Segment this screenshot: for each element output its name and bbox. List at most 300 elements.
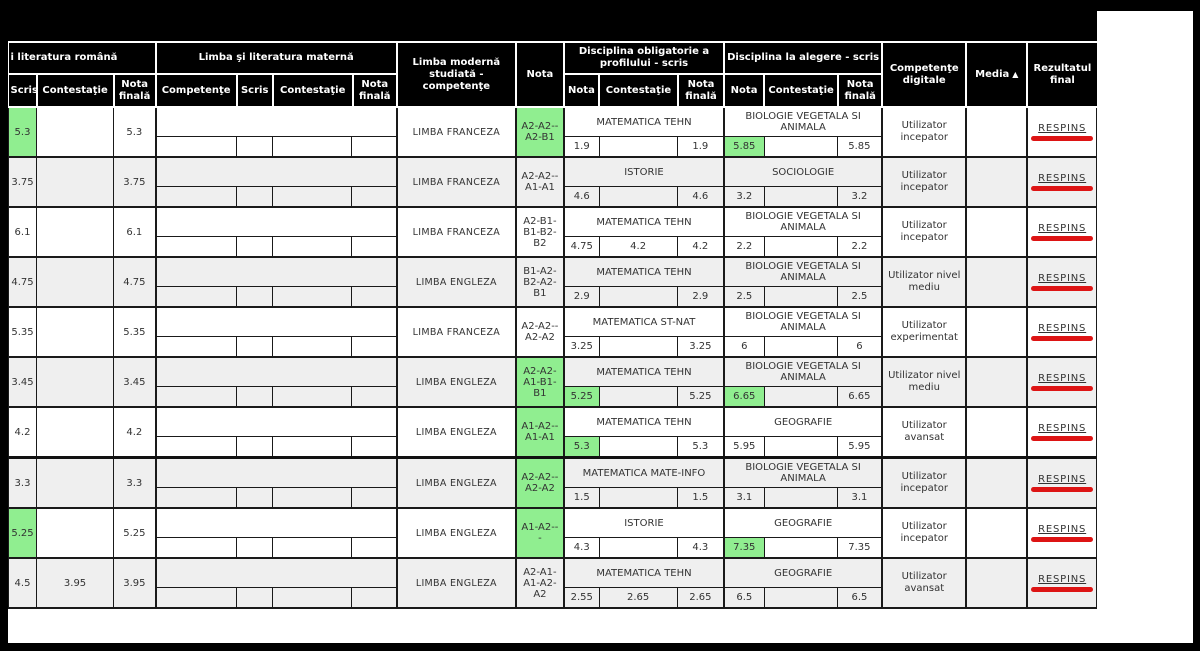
- obligatorie-group-cell: [564, 107, 724, 157]
- materna-group-cell-content: [157, 258, 396, 306]
- header-materna-scris: Scris: [237, 74, 273, 107]
- header-romana-contestatie: Contestaţie: [37, 74, 114, 107]
- materna-finala-cell: [352, 137, 396, 156]
- subject-label: MATEMATICA TEHN: [565, 208, 723, 237]
- media-cell: [966, 508, 1027, 558]
- red-underline-marker: [1031, 286, 1093, 291]
- grades-row: [725, 237, 881, 256]
- alegere-finala-cell: 3.1: [851, 492, 868, 503]
- final-result-cell: [1027, 157, 1096, 207]
- alegere-contestatie-cell: [765, 488, 838, 507]
- grades-row: [725, 387, 881, 406]
- red-underline-marker: [1031, 487, 1093, 492]
- materna-competente-cell: [157, 488, 237, 507]
- obligatorie-nota-cell: 4.75: [565, 237, 600, 256]
- grades-row: [565, 287, 723, 306]
- subject-label: [157, 308, 396, 337]
- red-underline-marker: [1031, 436, 1093, 441]
- romana-contestatie-cell: [37, 508, 114, 558]
- romana-scris-cell: 4.5: [9, 558, 37, 608]
- subject-label: [157, 258, 396, 287]
- materna-contestatie-cell: [273, 337, 352, 356]
- grades-row: [565, 237, 723, 256]
- language-grade-cell: A2-A1-A1-A2-A2: [516, 558, 564, 608]
- subject-label: ISTORIE: [565, 158, 723, 187]
- final-result-label: RESPINS: [1038, 273, 1087, 284]
- romana-finala-cell: 5.35: [114, 307, 156, 357]
- final-result-cell: [1027, 407, 1096, 458]
- alegere-finala-cell: 6.65: [848, 391, 871, 402]
- obligatorie-finala-cell: 4.2: [692, 241, 709, 252]
- obligatorie-finala-cell: 4.6: [692, 191, 709, 202]
- materna-finala-cell: [352, 588, 396, 607]
- media-cell: [966, 107, 1027, 157]
- obligatorie-finala-cell: 2.9: [692, 291, 709, 302]
- final-result-label: RESPINS: [1038, 123, 1087, 134]
- materna-competente-cell: [157, 387, 237, 406]
- obligatorie-contestatie-cell: [600, 337, 678, 356]
- result-row: [9, 257, 1097, 307]
- obligatorie-group-cell: [564, 307, 724, 357]
- romana-scris-cell: 3.45: [9, 357, 37, 407]
- romana-scris-cell: 6.1: [9, 207, 37, 257]
- header-romana-scris: Scris: [9, 74, 37, 107]
- obligatorie-nota-cell: 1.5: [565, 488, 600, 507]
- alegere-nota-cell: 3.1: [725, 488, 765, 507]
- obligatorie-group-cell-content: [565, 559, 723, 607]
- subject-label: [157, 158, 396, 187]
- alegere-nota-cell: 6.65: [725, 387, 765, 406]
- obligatorie-nota-cell: 4.6: [565, 187, 600, 206]
- digital-competence-cell: Utilizator incepator: [882, 107, 966, 157]
- materna-competente-cell: [157, 237, 237, 256]
- grades-row: [725, 538, 881, 557]
- grades-row: [565, 588, 723, 607]
- alegere-nota-cell: 6: [725, 337, 765, 356]
- obligatorie-contestatie-cell: [600, 538, 678, 557]
- language-grade-cell: A2-A2--A2-A2: [516, 307, 564, 357]
- obligatorie-finala-cell: 1.5: [692, 492, 709, 503]
- subject-label: BIOLOGIE VEGETALA SI ANIMALA: [725, 459, 881, 488]
- materna-group-cell-content: [157, 408, 396, 456]
- header-alegere-nota-finala: Nota finală: [838, 74, 882, 107]
- language-grade-cell: B1-A2-B2-A2-B1: [516, 257, 564, 307]
- obligatorie-group-cell-content: [565, 108, 723, 156]
- final-result-label: RESPINS: [1038, 173, 1087, 184]
- bottom-border: [0, 643, 1200, 651]
- final-result-wrap: [1031, 423, 1093, 441]
- alegere-nota-cell: 3.2: [725, 187, 765, 206]
- romana-contestatie-cell: 3.95: [37, 558, 114, 608]
- materna-scris-cell: [237, 538, 273, 557]
- alegere-nota-cell: 6.5: [725, 588, 765, 607]
- materna-scris-cell: [237, 237, 273, 256]
- obligatorie-finala-cell: 5.3: [692, 441, 709, 452]
- subject-label: MATEMATICA ST-NAT: [565, 308, 723, 337]
- subject-label: MATEMATICA TEHN: [565, 559, 723, 588]
- alegere-group-cell: [724, 107, 882, 157]
- alegere-group-cell-content: [725, 308, 881, 356]
- header-top-band: [8, 11, 1097, 41]
- obligatorie-group-cell: [564, 558, 724, 608]
- alegere-group-cell: [724, 357, 882, 407]
- romana-contestatie-cell: [37, 357, 114, 407]
- digital-competence-cell: Utilizator incepator: [882, 207, 966, 257]
- obligatorie-group-cell: [564, 508, 724, 558]
- romana-contestatie-cell: [37, 257, 114, 307]
- subject-label: GEOGRAFIE: [725, 559, 881, 588]
- obligatorie-finala-cell: 5.25: [689, 391, 712, 402]
- materna-finala-cell: [352, 287, 396, 306]
- subject-label: GEOGRAFIE: [725, 408, 881, 437]
- alegere-group-cell-content: [725, 158, 881, 206]
- grades-row: [157, 237, 396, 256]
- final-result-cell: [1027, 458, 1096, 509]
- obligatorie-contestatie-cell: [600, 387, 678, 406]
- subject-label: BIOLOGIE VEGETALA SI ANIMALA: [725, 308, 881, 337]
- header-obligatorie-nota: Nota: [564, 74, 599, 107]
- language-grade-cell: A2-A2--A2-A2: [516, 458, 564, 509]
- subject-label: [157, 459, 396, 488]
- grades-row: [157, 488, 396, 507]
- modern-language-cell: LIMBA ENGLEZA: [397, 558, 516, 608]
- grades-row: [157, 187, 396, 206]
- materna-finala-cell: [352, 538, 396, 557]
- materna-finala-cell: [352, 337, 396, 356]
- alegere-finala-cell: 7.35: [848, 542, 871, 553]
- obligatorie-nota-cell: 5.25: [565, 387, 600, 406]
- final-result-wrap: [1031, 524, 1093, 542]
- romana-scris-cell: 4.2: [9, 407, 37, 458]
- romana-finala-cell: 3.75: [114, 157, 156, 207]
- alegere-group-cell: [724, 257, 882, 307]
- media-cell: [966, 157, 1027, 207]
- header-group-alegere: Disciplina la alegere - scris: [724, 42, 882, 74]
- romana-finala-cell: 3.95: [114, 558, 156, 608]
- final-result-cell: [1027, 257, 1096, 307]
- alegere-group-cell: [724, 558, 882, 608]
- media-cell: [966, 257, 1027, 307]
- result-row: [9, 508, 1097, 558]
- romana-scris-cell: 3.75: [9, 157, 37, 207]
- subject-label: BIOLOGIE VEGETALA SI ANIMALA: [725, 258, 881, 287]
- materna-group-cell: [156, 357, 397, 407]
- materna-scris-cell: [237, 588, 273, 607]
- obligatorie-nota-cell: 2.9: [565, 287, 600, 306]
- materna-scris-cell: [237, 387, 273, 406]
- materna-contestatie-cell: [273, 488, 352, 507]
- right-border: [1193, 0, 1200, 651]
- materna-group-cell: [156, 458, 397, 509]
- materna-group-cell: [156, 558, 397, 608]
- romana-finala-cell: 3.3: [114, 458, 156, 509]
- alegere-group-cell-content: [725, 258, 881, 306]
- alegere-group-cell-content: [725, 358, 881, 406]
- alegere-contestatie-cell: [765, 187, 838, 206]
- subject-label: GEOGRAFIE: [725, 509, 881, 538]
- result-row: [9, 407, 1097, 458]
- final-result-wrap: [1031, 474, 1093, 492]
- materna-group-cell-content: [157, 208, 396, 256]
- modern-language-cell: LIMBA FRANCEZA: [397, 207, 516, 257]
- language-grade-cell: A2-A2--A1-A1: [516, 157, 564, 207]
- grades-row: [565, 137, 723, 156]
- result-row: [9, 357, 1097, 407]
- obligatorie-contestatie-cell: 2.65: [600, 588, 678, 607]
- header-nota: Nota: [516, 42, 564, 107]
- media-cell: [966, 407, 1027, 458]
- obligatorie-group-cell: [564, 157, 724, 207]
- obligatorie-group-cell: [564, 458, 724, 509]
- alegere-group-cell: [724, 207, 882, 257]
- romana-contestatie-cell: [37, 307, 114, 357]
- red-underline-marker: [1031, 587, 1093, 592]
- final-result-cell: [1027, 558, 1096, 608]
- final-result-wrap: [1031, 173, 1093, 191]
- final-result-cell: [1027, 307, 1096, 357]
- grades-row: [565, 437, 723, 456]
- materna-contestatie-cell: [273, 387, 352, 406]
- exam-results-table: [8, 41, 1097, 609]
- modern-language-cell: LIMBA ENGLEZA: [397, 407, 516, 458]
- subject-label: BIOLOGIE VEGETALA SI ANIMALA: [725, 208, 881, 237]
- results-table-area: [8, 11, 1097, 609]
- alegere-contestatie-cell: [765, 437, 838, 456]
- grades-row: [725, 337, 881, 356]
- materna-contestatie-cell: [273, 538, 352, 557]
- obligatorie-group-cell-content: [565, 158, 723, 206]
- materna-contestatie-cell: [273, 237, 352, 256]
- romana-contestatie-cell: [37, 407, 114, 458]
- alegere-nota-cell: 2.5: [725, 287, 765, 306]
- alegere-group-cell: [724, 407, 882, 458]
- digital-competence-cell: Utilizator incepator: [882, 508, 966, 558]
- header-group-romana: i literatura română: [9, 42, 156, 74]
- grades-row: [157, 538, 396, 557]
- materna-group-cell-content: [157, 108, 396, 156]
- red-underline-marker: [1031, 186, 1093, 191]
- red-underline-marker: [1031, 336, 1093, 341]
- grades-row: [725, 488, 881, 507]
- grades-row: [157, 387, 396, 406]
- grades-row: [565, 488, 723, 507]
- alegere-nota-cell: 5.95: [725, 437, 765, 456]
- materna-competente-cell: [157, 588, 237, 607]
- subject-label: [157, 208, 396, 237]
- header-obligatorie-nota-finala: Nota finală: [678, 74, 724, 107]
- subject-label: BIOLOGIE VEGETALA SI ANIMALA: [725, 108, 881, 137]
- obligatorie-contestatie-cell: [600, 287, 678, 306]
- materna-finala-cell: [352, 387, 396, 406]
- digital-competence-cell: Utilizator incepator: [882, 157, 966, 207]
- result-row: [9, 307, 1097, 357]
- final-result-label: RESPINS: [1038, 223, 1087, 234]
- alegere-nota-cell: 7.35: [725, 538, 765, 557]
- digital-competence-cell: Utilizator experimentat: [882, 307, 966, 357]
- alegere-group-cell: [724, 458, 882, 509]
- media-cell: [966, 207, 1027, 257]
- grades-row: [565, 538, 723, 557]
- materna-scris-cell: [237, 337, 273, 356]
- final-result-label: RESPINS: [1038, 474, 1087, 485]
- subject-label: MATEMATICA TEHN: [565, 408, 723, 437]
- grades-row: [157, 137, 396, 156]
- obligatorie-group-cell-content: [565, 408, 723, 456]
- subject-label: MATEMATICA TEHN: [565, 358, 723, 387]
- final-result-cell: [1027, 357, 1096, 407]
- obligatorie-group-cell-content: [565, 459, 723, 507]
- materna-competente-cell: [157, 187, 237, 206]
- alegere-group-cell-content: [725, 108, 881, 156]
- header-media-sort[interactable]: [966, 42, 1027, 107]
- obligatorie-nota-cell: 3.25: [565, 337, 600, 356]
- obligatorie-contestatie-cell: [600, 187, 678, 206]
- subject-label: [157, 358, 396, 387]
- romana-finala-cell: 4.75: [114, 257, 156, 307]
- alegere-contestatie-cell: [765, 538, 838, 557]
- romana-finala-cell: 5.3: [114, 107, 156, 157]
- result-row: [9, 558, 1097, 608]
- language-grade-cell: A1-A2---: [516, 508, 564, 558]
- modern-language-cell: LIMBA ENGLEZA: [397, 458, 516, 509]
- language-grade-cell: A2-A2-A1-B1-B1: [516, 357, 564, 407]
- final-result-wrap: [1031, 273, 1093, 291]
- language-grade-cell: A2-B1-B1-B2-B2: [516, 207, 564, 257]
- header-materna-contestatie: Contestaţie: [273, 74, 353, 107]
- modern-language-cell: LIMBA FRANCEZA: [397, 307, 516, 357]
- alegere-contestatie-cell: [765, 237, 838, 256]
- materna-finala-cell: [352, 437, 396, 456]
- romana-scris-cell: 5.35: [9, 307, 37, 357]
- red-underline-marker: [1031, 236, 1093, 241]
- subject-label: [157, 108, 396, 137]
- subject-label: MATEMATICA TEHN: [565, 108, 723, 137]
- grades-row: [725, 437, 881, 456]
- alegere-contestatie-cell: [765, 287, 838, 306]
- alegere-contestatie-cell: [765, 387, 838, 406]
- header-modern-language: Limba modernă studiată - competenţe: [397, 42, 516, 107]
- obligatorie-group-cell: [564, 257, 724, 307]
- header-romana-nota-finala: Nota finală: [114, 74, 156, 107]
- header-media-label: Media: [975, 68, 1010, 80]
- obligatorie-group-cell: [564, 357, 724, 407]
- alegere-nota-cell: 5.85: [725, 137, 765, 156]
- romana-contestatie-cell: [37, 157, 114, 207]
- digital-competence-cell: Utilizator avansat: [882, 407, 966, 458]
- obligatorie-nota-cell: 1.9: [565, 137, 600, 156]
- grades-row: [725, 588, 881, 607]
- subject-label: [157, 559, 396, 588]
- grades-row: [157, 337, 396, 356]
- modern-language-cell: LIMBA ENGLEZA: [397, 357, 516, 407]
- materna-scris-cell: [237, 187, 273, 206]
- final-result-label: RESPINS: [1038, 423, 1087, 434]
- obligatorie-nota-cell: 2.55: [565, 588, 600, 607]
- result-row: [9, 107, 1097, 157]
- romana-scris-cell: 5.3: [9, 107, 37, 157]
- romana-finala-cell: 3.45: [114, 357, 156, 407]
- materna-group-cell: [156, 508, 397, 558]
- red-underline-marker: [1031, 537, 1093, 542]
- red-underline-marker: [1031, 386, 1093, 391]
- materna-group-cell: [156, 257, 397, 307]
- obligatorie-group-cell: [564, 207, 724, 257]
- media-cell: [966, 458, 1027, 509]
- materna-group-cell-content: [157, 308, 396, 356]
- alegere-group-cell-content: [725, 408, 881, 456]
- alegere-finala-cell: 5.85: [848, 141, 871, 152]
- materna-group-cell: [156, 207, 397, 257]
- obligatorie-nota-cell: 4.3: [565, 538, 600, 557]
- alegere-finala-cell: 2.2: [851, 241, 868, 252]
- materna-group-cell-content: [157, 358, 396, 406]
- obligatorie-finala-cell: 4.3: [692, 542, 709, 553]
- materna-competente-cell: [157, 538, 237, 557]
- modern-language-cell: LIMBA FRANCEZA: [397, 107, 516, 157]
- materna-finala-cell: [352, 488, 396, 507]
- language-grade-cell: A1-A2--A1-A1: [516, 407, 564, 458]
- subject-label: ISTORIE: [565, 509, 723, 538]
- materna-contestatie-cell: [273, 287, 352, 306]
- result-row: [9, 207, 1097, 257]
- grades-row: [157, 588, 396, 607]
- media-cell: [966, 558, 1027, 608]
- alegere-finala-cell: 5.95: [848, 441, 871, 452]
- grades-row: [725, 287, 881, 306]
- header-alegere-contestatie: Contestaţie: [764, 74, 838, 107]
- materna-contestatie-cell: [273, 437, 352, 456]
- subject-label: MATEMATICA TEHN: [565, 258, 723, 287]
- final-result-label: RESPINS: [1038, 373, 1087, 384]
- language-grade-cell: A2-A2--A2-B1: [516, 107, 564, 157]
- materna-contestatie-cell: [273, 187, 352, 206]
- subject-label: [157, 509, 396, 538]
- alegere-group-cell-content: [725, 509, 881, 557]
- alegere-nota-cell: 2.2: [725, 237, 765, 256]
- final-result-cell: [1027, 207, 1096, 257]
- materna-finala-cell: [352, 187, 396, 206]
- final-result-cell: [1027, 107, 1096, 157]
- materna-competente-cell: [157, 287, 237, 306]
- obligatorie-finala-cell: 1.9: [692, 141, 709, 152]
- romana-contestatie-cell: [37, 207, 114, 257]
- materna-group-cell: [156, 107, 397, 157]
- alegere-contestatie-cell: [765, 337, 838, 356]
- materna-contestatie-cell: [273, 588, 352, 607]
- header-alegere-nota: Nota: [724, 74, 764, 107]
- materna-group-cell-content: [157, 509, 396, 557]
- final-result-wrap: [1031, 223, 1093, 241]
- digital-competence-cell: Utilizator nivel mediu: [882, 357, 966, 407]
- result-row: [9, 157, 1097, 207]
- digital-competence-cell: Utilizator avansat: [882, 558, 966, 608]
- final-result-wrap: [1031, 123, 1093, 141]
- materna-group-cell-content: [157, 459, 396, 507]
- materna-group-cell: [156, 157, 397, 207]
- obligatorie-group-cell-content: [565, 358, 723, 406]
- alegere-group-cell-content: [725, 559, 881, 607]
- obligatorie-group-cell-content: [565, 308, 723, 356]
- subject-label: SOCIOLOGIE: [725, 158, 881, 187]
- final-result-wrap: [1031, 373, 1093, 391]
- modern-language-cell: LIMBA ENGLEZA: [397, 257, 516, 307]
- alegere-group-cell: [724, 307, 882, 357]
- alegere-contestatie-cell: [765, 588, 838, 607]
- obligatorie-finala-cell: 3.25: [689, 341, 712, 352]
- materna-scris-cell: [237, 137, 273, 156]
- grades-row: [157, 287, 396, 306]
- modern-language-cell: LIMBA FRANCEZA: [397, 157, 516, 207]
